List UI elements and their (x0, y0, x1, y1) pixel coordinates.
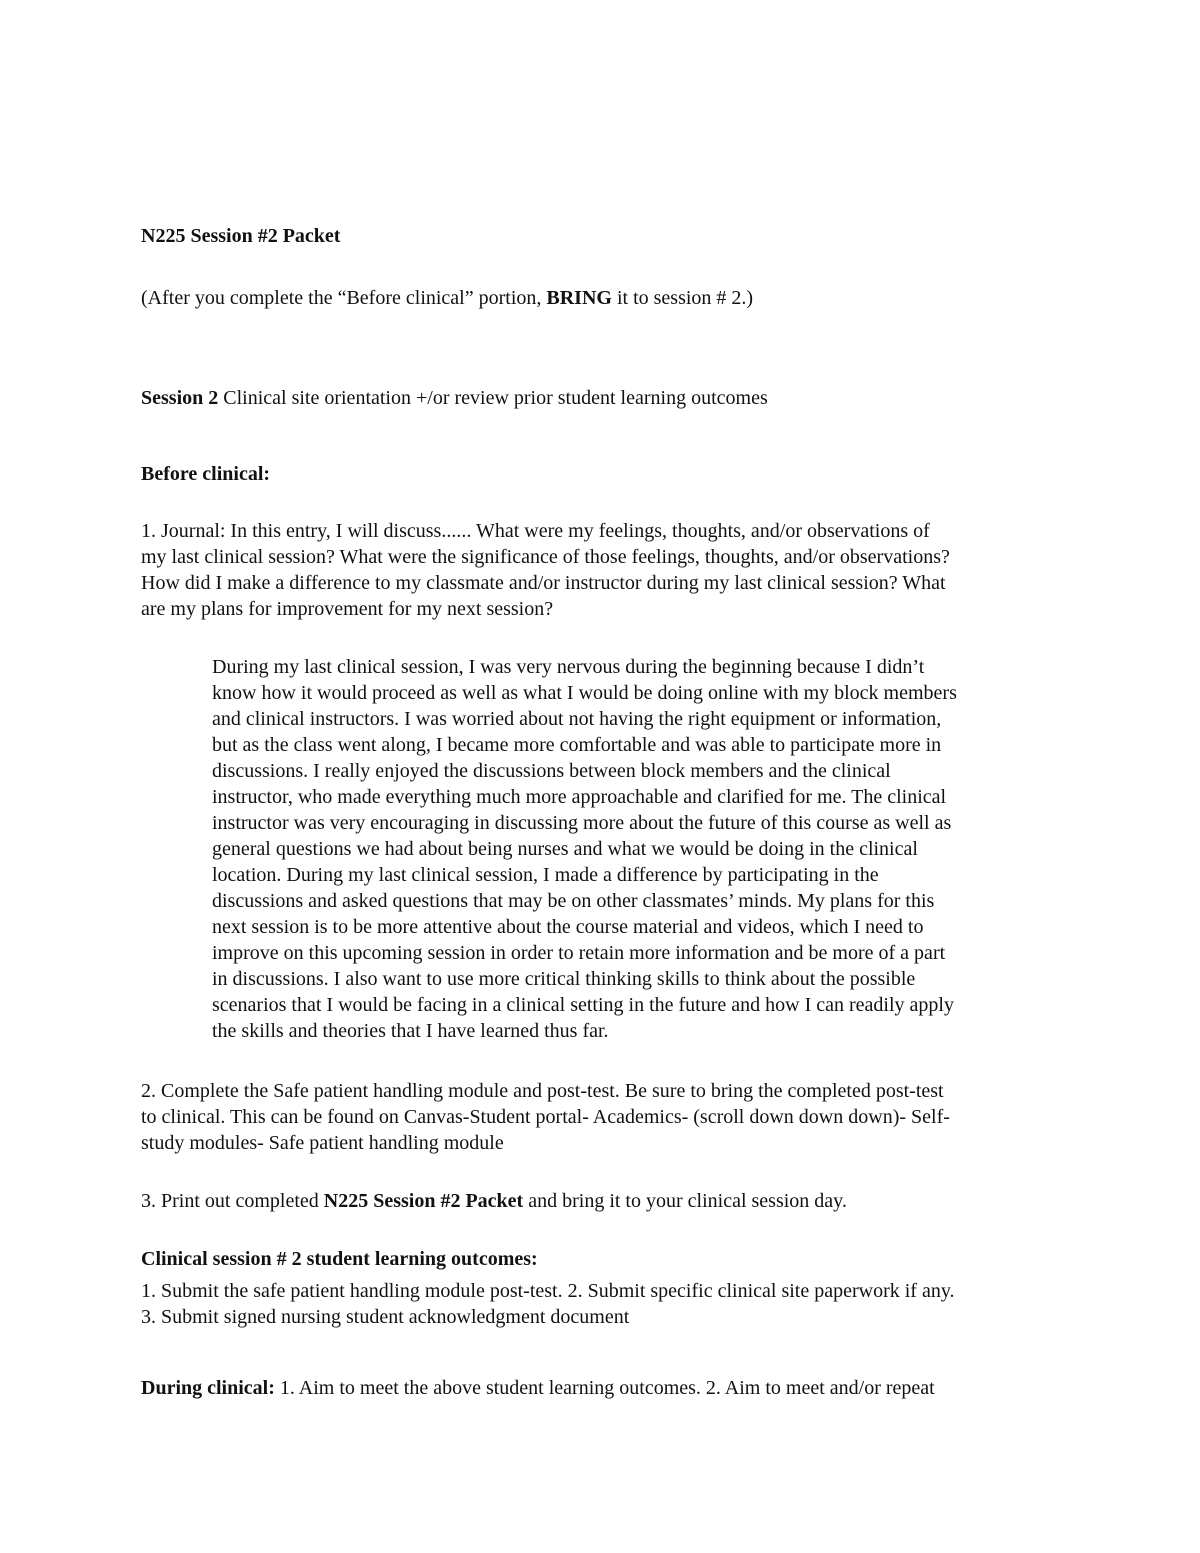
journal-line: know how it would proceed as well as what I would be doing online with my block members (212, 682, 957, 704)
prompt-line: my last clinical session? What were the significance of those feelings, thoughts, and/or observations? (141, 546, 950, 568)
bring-instruction: (After you complete the “Before clinical” portion, BRING it to session # 2.) (141, 287, 754, 309)
journal-line: in discussions. I also want to use more critical thinking skills to think about the possible (212, 968, 916, 990)
journal-line: the skills and theories that I have learned thus far. (212, 1020, 609, 1042)
journal-line: discussions and asked questions that may be on other classmates’ minds. My plans for this (212, 890, 935, 912)
before-clinical-heading: Before clinical: (141, 463, 271, 485)
journal-line: During my last clinical session, I was very nervous during the beginning because I didn’t (212, 656, 925, 678)
journal-line: improve on this upcoming session in order to retain more information and be more of a part (212, 942, 946, 964)
journal-line: instructor, who made everything much more approachable and clarified for me. The clinical (212, 786, 947, 808)
journal-line: next session is to be more attentive about the course material and videos, which I need to (212, 916, 924, 938)
journal-line: but as the class went along, I became more comfortable and was able to participate more in (212, 734, 942, 756)
item-2-line: to clinical. This can be found on Canvas-Student portal- Academics- (scroll down down down)- Self- (141, 1106, 950, 1128)
journal-line: and clinical instructors. I was worried about not having the right equipment or information, (212, 708, 942, 730)
session-heading: Session 2 Clinical site orientation +/or review prior student learning outcomes (141, 387, 768, 409)
journal-line: discussions. I really enjoyed the discussions between block members and the clinical (212, 760, 891, 782)
outcome-line: 3. Submit signed nursing student acknowledgment document (141, 1306, 630, 1328)
outcome-line: 1. Submit the safe patient handling module post-test. 2. Submit specific clinical site paperwork if any. (141, 1280, 955, 1302)
prompt-line: How did I make a difference to my classmate and/or instructor during my last clinical session? What (141, 572, 946, 594)
document-title: N225 Session #2 Packet (141, 225, 341, 247)
during-clinical: During clinical: 1. Aim to meet the above student learning outcomes. 2. Aim to meet and/or repeat (141, 1377, 935, 1399)
prompt-line: 1. Journal: In this entry, I will discuss...... What were my feelings, thoughts, and/or observations of (141, 520, 930, 542)
prompt-line: are my plans for improvement for my next session? (141, 598, 554, 620)
outcomes-heading: Clinical session # 2 student learning outcomes: (141, 1248, 538, 1270)
journal-line: scenarios that I would be facing in a clinical setting in the future and how I can readily apply (212, 994, 954, 1016)
journal-line: instructor was very encouraging in discussing more about the future of this course as well as (212, 812, 952, 834)
journal-line: location. During my last clinical session, I made a difference by participating in the (212, 864, 879, 886)
item-2-line: 2. Complete the Safe patient handling module and post-test. Be sure to bring the completed post-test (141, 1080, 944, 1102)
journal-line: general questions we had about being nurses and what we would be doing in the clinical (212, 838, 918, 860)
item-2-line: study modules- Safe patient handling module (141, 1132, 504, 1154)
item-3-print-packet: 3. Print out completed N225 Session #2 Packet and bring it to your clinical session day. (141, 1190, 847, 1212)
